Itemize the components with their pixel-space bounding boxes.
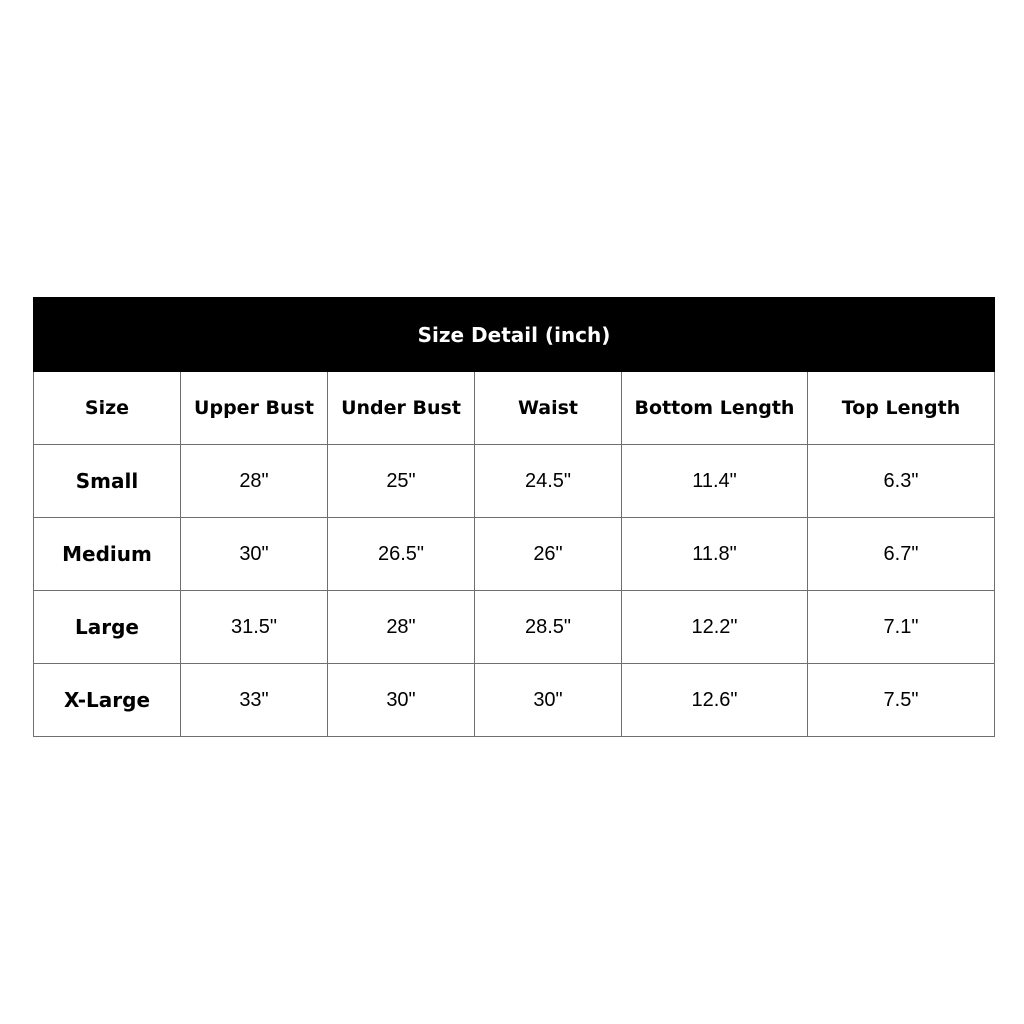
size-chart-table <box>33 297 995 737</box>
upper-bust-value: 30" <box>181 518 328 591</box>
table-row <box>34 445 995 518</box>
upper-bust-value: 33" <box>181 664 328 737</box>
top-length-value: 7.5" <box>808 664 995 737</box>
header-upper-bust: Upper Bust <box>181 372 328 445</box>
table-row <box>34 664 995 737</box>
under-bust-value: 28" <box>328 591 475 664</box>
waist-value: 30" <box>475 664 622 737</box>
upper-bust-value: 28" <box>181 445 328 518</box>
top-length-value: 6.3" <box>808 445 995 518</box>
upper-bust-value: 31.5" <box>181 591 328 664</box>
header-top-length: Top Length <box>808 372 995 445</box>
under-bust-value: 30" <box>328 664 475 737</box>
size-label: Large <box>34 591 181 664</box>
header-size: Size <box>34 372 181 445</box>
header-under-bust: Under Bust <box>328 372 475 445</box>
under-bust-value: 25" <box>328 445 475 518</box>
header-waist: Waist <box>475 372 622 445</box>
waist-value: 26" <box>475 518 622 591</box>
size-label: X-Large <box>34 664 181 737</box>
table-row <box>34 591 995 664</box>
waist-value: 24.5" <box>475 445 622 518</box>
bottom-length-value: 11.4" <box>622 445 808 518</box>
title-row <box>34 298 995 372</box>
under-bust-value: 26.5" <box>328 518 475 591</box>
top-length-value: 7.1" <box>808 591 995 664</box>
bottom-length-value: 12.2" <box>622 591 808 664</box>
header-bottom-length: Bottom Length <box>622 372 808 445</box>
top-length-value: 6.7" <box>808 518 995 591</box>
size-label: Small <box>34 445 181 518</box>
size-label: Medium <box>34 518 181 591</box>
header-row <box>34 372 995 445</box>
waist-value: 28.5" <box>475 591 622 664</box>
table-title: Size Detail (inch) <box>34 298 995 372</box>
table-row <box>34 518 995 591</box>
bottom-length-value: 12.6" <box>622 664 808 737</box>
bottom-length-value: 11.8" <box>622 518 808 591</box>
